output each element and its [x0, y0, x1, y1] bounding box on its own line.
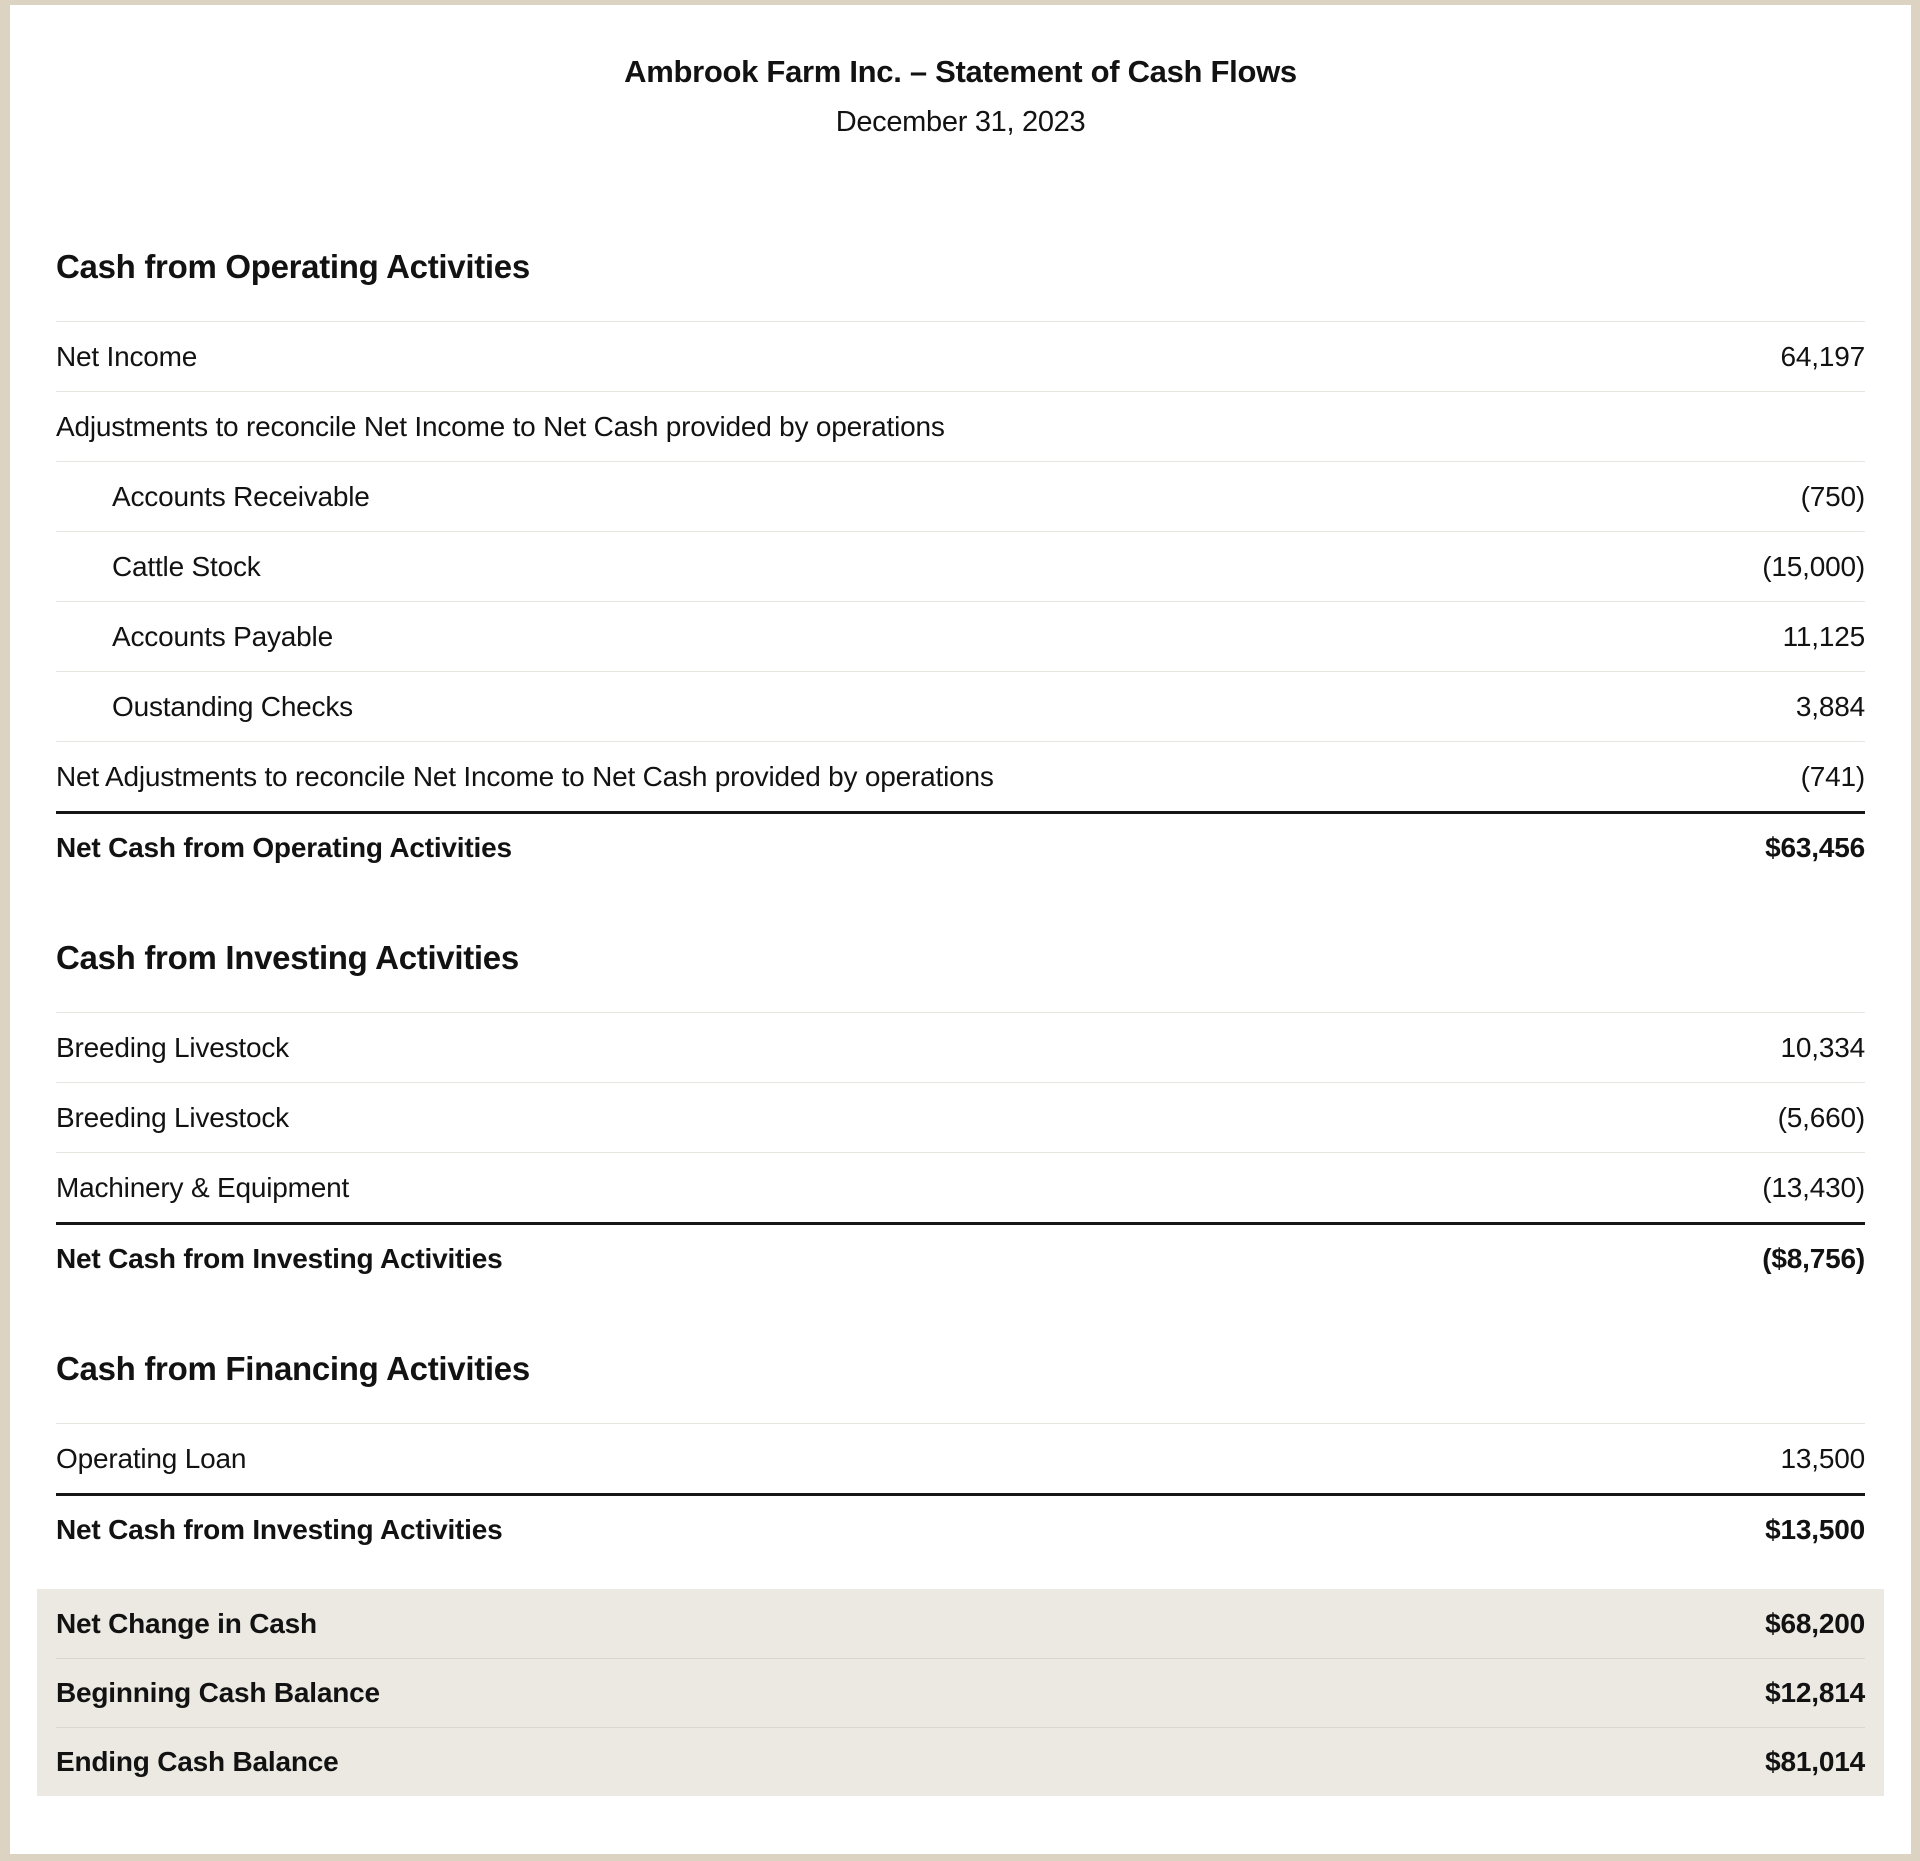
row-label: Oustanding Checks — [112, 690, 353, 722]
row-value: 64,197 — [1780, 340, 1865, 372]
table-row — [56, 1423, 1865, 1493]
table-row — [56, 1012, 1865, 1082]
row-value: (5,660) — [1777, 1101, 1865, 1133]
table-row — [56, 601, 1865, 671]
total-value: ($8,756) — [1762, 1242, 1865, 1274]
row-value: 3,884 — [1795, 690, 1865, 722]
section-heading-financing: Cash from Financing Activities — [56, 1350, 530, 1387]
operating-activities-table — [56, 321, 1865, 881]
row-value: (741) — [1800, 760, 1865, 792]
row-label: Machinery & Equipment — [56, 1171, 350, 1203]
table-row — [56, 741, 1865, 811]
row-label: Breeding Livestock — [56, 1101, 289, 1133]
row-label: Cattle Stock — [112, 550, 261, 582]
summary-row — [56, 1589, 1865, 1658]
total-label: Net Cash from Operating Activities — [56, 831, 512, 863]
summary-value: $68,200 — [1765, 1607, 1865, 1639]
table-row — [56, 531, 1865, 601]
summary-label: Beginning Cash Balance — [56, 1677, 380, 1708]
cash-summary-block — [37, 1589, 1884, 1796]
table-row — [56, 1152, 1865, 1222]
statement-page — [10, 5, 1911, 1854]
summary-row — [56, 1727, 1865, 1796]
table-total-row — [56, 1222, 1865, 1292]
table-row — [56, 391, 1865, 461]
table-row — [56, 461, 1865, 531]
table-total-row — [56, 811, 1865, 881]
row-value: 11,125 — [1782, 620, 1865, 652]
row-label: Breeding Livestock — [56, 1031, 289, 1063]
table-row — [56, 671, 1865, 741]
document-date: December 31, 2023 — [835, 106, 1086, 138]
total-label: Net Cash from Investing Activities — [56, 1242, 503, 1274]
row-value: (13,430) — [1762, 1171, 1865, 1203]
row-value: 13,500 — [1780, 1442, 1865, 1474]
row-value: (750) — [1800, 480, 1865, 512]
summary-label: Net Change in Cash — [56, 1607, 317, 1639]
summary-value: $12,814 — [1765, 1677, 1865, 1708]
row-label: Operating Loan — [56, 1442, 247, 1474]
table-row — [56, 1082, 1865, 1152]
section-heading-investing: Cash from Investing Activities — [56, 939, 519, 976]
section-heading-operating: Cash from Operating Activities — [56, 248, 530, 285]
summary-row — [56, 1658, 1865, 1727]
row-label: Net Adjustments to reconcile Net Income to Net Cash provided by operations — [56, 760, 994, 792]
total-value: $63,456 — [1765, 831, 1865, 863]
total-value: $13,500 — [1765, 1513, 1865, 1545]
row-label: Accounts Receivable — [112, 480, 370, 512]
table-total-row — [56, 1493, 1865, 1563]
summary-value: $81,014 — [1765, 1746, 1865, 1777]
row-label: Accounts Payable — [112, 620, 333, 652]
document-header — [37, 5, 1884, 144]
financing-activities-table — [56, 1423, 1865, 1563]
summary-label: Ending Cash Balance — [56, 1746, 339, 1777]
row-value: 10,334 — [1780, 1031, 1865, 1063]
row-label: Adjustments to reconcile Net Income to Net Cash provided by operations — [56, 410, 945, 442]
investing-activities-table — [56, 1012, 1865, 1292]
row-label: Net Income — [56, 340, 198, 372]
document-title: Ambrook Farm Inc. – Statement of Cash Flows — [624, 54, 1297, 89]
row-value: (15,000) — [1762, 550, 1865, 582]
total-label: Net Cash from Investing Activities — [56, 1513, 503, 1545]
table-row — [56, 321, 1865, 391]
